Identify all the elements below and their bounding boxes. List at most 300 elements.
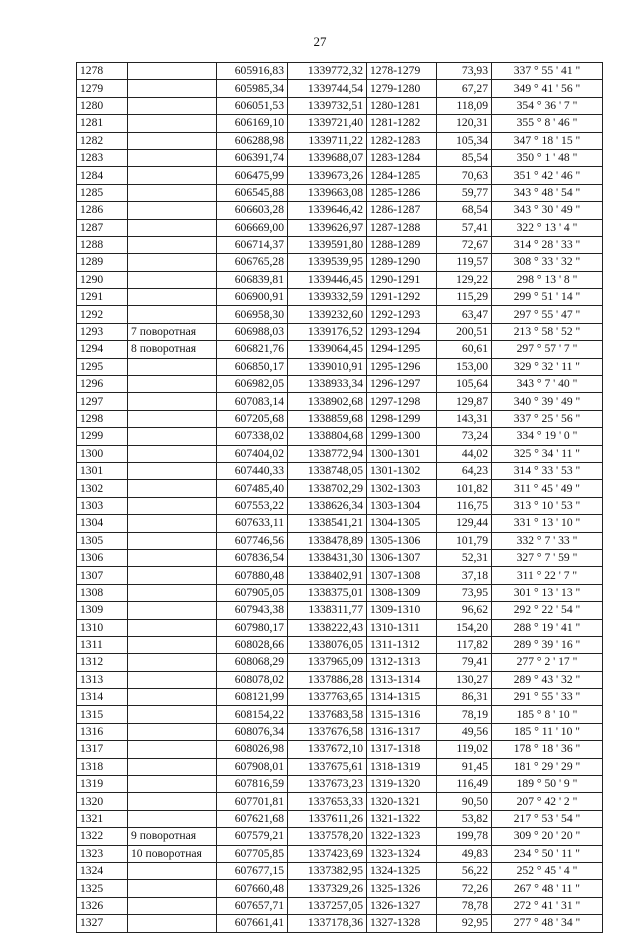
azimuth-cell: 347 ° 18 ' 15 " [492, 132, 603, 149]
length-cell: 154,20 [437, 619, 492, 636]
length-cell: 73,24 [437, 428, 492, 445]
segment-cell: 1278-1279 [367, 63, 437, 80]
segment-cell: 1279-1280 [367, 80, 437, 97]
table-row [77, 149, 603, 166]
azimuth-cell: 314 ° 33 ' 53 " [492, 462, 603, 479]
azimuth-cell: 343 ° 48 ' 54 " [492, 184, 603, 201]
point-number-cell: 1327 [77, 915, 128, 932]
table-row [77, 776, 603, 793]
point-type-cell [128, 915, 217, 932]
point-number-cell: 1282 [77, 132, 128, 149]
x-coordinate-cell: 606850,17 [217, 358, 288, 375]
table-row [77, 741, 603, 758]
segment-cell: 1297-1298 [367, 393, 437, 410]
azimuth-cell: 314 ° 28 ' 33 " [492, 236, 603, 253]
y-coordinate-cell: 1338311,77 [288, 602, 367, 619]
table-row [77, 445, 603, 462]
y-coordinate-cell: 1338859,68 [288, 410, 367, 427]
length-cell: 116,75 [437, 497, 492, 514]
azimuth-cell: 289 ° 43 ' 32 " [492, 671, 603, 688]
point-number-cell: 1303 [77, 497, 128, 514]
point-type-cell [128, 706, 217, 723]
table-row [77, 167, 603, 184]
table-row [77, 236, 603, 253]
y-coordinate-cell: 1339332,59 [288, 289, 367, 306]
length-cell: 129,87 [437, 393, 492, 410]
table-row [77, 80, 603, 97]
azimuth-cell: 337 ° 25 ' 56 " [492, 410, 603, 427]
x-coordinate-cell: 608026,98 [217, 741, 288, 758]
table-row [77, 619, 603, 636]
y-coordinate-cell: 1337257,05 [288, 897, 367, 914]
length-cell: 78,19 [437, 706, 492, 723]
y-coordinate-cell: 1338222,43 [288, 619, 367, 636]
x-coordinate-cell: 608068,29 [217, 654, 288, 671]
point-type-cell [128, 115, 217, 132]
x-coordinate-cell: 606839,81 [217, 271, 288, 288]
point-type-cell [128, 880, 217, 897]
point-number-cell: 1300 [77, 445, 128, 462]
point-number-cell: 1315 [77, 706, 128, 723]
table-row [77, 358, 603, 375]
point-type-cell [128, 636, 217, 653]
length-cell: 85,54 [437, 149, 492, 166]
table-row [77, 532, 603, 549]
length-cell: 64,23 [437, 462, 492, 479]
x-coordinate-cell: 608028,66 [217, 636, 288, 653]
point-number-cell: 1324 [77, 862, 128, 879]
point-type-cell [128, 602, 217, 619]
point-type-cell [128, 97, 217, 114]
point-type-cell [128, 497, 217, 514]
x-coordinate-cell: 606988,03 [217, 323, 288, 340]
y-coordinate-cell: 1339010,91 [288, 358, 367, 375]
point-number-cell: 1317 [77, 741, 128, 758]
y-coordinate-cell: 1339064,45 [288, 341, 367, 358]
point-type-cell [128, 810, 217, 827]
length-cell: 130,27 [437, 671, 492, 688]
point-number-cell: 1314 [77, 689, 128, 706]
length-cell: 199,78 [437, 828, 492, 845]
segment-cell: 1305-1306 [367, 532, 437, 549]
azimuth-cell: 331 ° 13 ' 10 " [492, 515, 603, 532]
azimuth-cell: 213 ° 58 ' 52 " [492, 323, 603, 340]
point-type-cell [128, 654, 217, 671]
x-coordinate-cell: 607746,56 [217, 532, 288, 549]
azimuth-cell: 291 ° 55 ' 33 " [492, 689, 603, 706]
azimuth-cell: 351 ° 42 ' 46 " [492, 167, 603, 184]
point-type-cell [128, 549, 217, 566]
point-type-cell [128, 741, 217, 758]
y-coordinate-cell: 1337578,20 [288, 828, 367, 845]
azimuth-cell: 181 ° 29 ' 29 " [492, 758, 603, 775]
table-row [77, 758, 603, 775]
y-coordinate-cell: 1337653,33 [288, 793, 367, 810]
azimuth-cell: 313 ° 10 ' 53 " [492, 497, 603, 514]
length-cell: 72,26 [437, 880, 492, 897]
point-type-cell: 10 поворотная [128, 845, 217, 862]
azimuth-cell: 309 ° 20 ' 20 " [492, 828, 603, 845]
table-row [77, 63, 603, 80]
azimuth-cell: 301 ° 13 ' 13 " [492, 584, 603, 601]
y-coordinate-cell: 1337672,10 [288, 741, 367, 758]
table-row [77, 723, 603, 740]
y-coordinate-cell: 1337178,36 [288, 915, 367, 932]
point-number-cell: 1313 [77, 671, 128, 688]
x-coordinate-cell: 606669,00 [217, 219, 288, 236]
segment-cell: 1299-1300 [367, 428, 437, 445]
point-type-cell: 7 поворотная [128, 323, 217, 340]
segment-cell: 1322-1323 [367, 828, 437, 845]
table-row [77, 376, 603, 393]
segment-cell: 1308-1309 [367, 584, 437, 601]
page-number: 27 [313, 34, 327, 49]
x-coordinate-cell: 607621,68 [217, 810, 288, 827]
azimuth-cell: 272 ° 41 ' 31 " [492, 897, 603, 914]
point-number-cell: 1325 [77, 880, 128, 897]
point-type-cell [128, 80, 217, 97]
segment-cell: 1316-1317 [367, 723, 437, 740]
point-number-cell: 1288 [77, 236, 128, 253]
length-cell: 119,02 [437, 741, 492, 758]
table-row [77, 410, 603, 427]
x-coordinate-cell: 607485,40 [217, 480, 288, 497]
length-cell: 68,54 [437, 202, 492, 219]
point-type-cell [128, 271, 217, 288]
length-cell: 73,95 [437, 584, 492, 601]
y-coordinate-cell: 1338702,29 [288, 480, 367, 497]
point-type-cell [128, 184, 217, 201]
y-coordinate-cell: 1338804,68 [288, 428, 367, 445]
segment-cell: 1325-1326 [367, 880, 437, 897]
y-coordinate-cell: 1339721,40 [288, 115, 367, 132]
length-cell: 119,57 [437, 254, 492, 271]
y-coordinate-cell: 1337763,65 [288, 689, 367, 706]
length-cell: 105,64 [437, 376, 492, 393]
table-row [77, 462, 603, 479]
length-cell: 72,67 [437, 236, 492, 253]
azimuth-cell: 288 ° 19 ' 41 " [492, 619, 603, 636]
point-number-cell: 1280 [77, 97, 128, 114]
azimuth-cell: 329 ° 32 ' 11 " [492, 358, 603, 375]
x-coordinate-cell: 608076,34 [217, 723, 288, 740]
table-row [77, 845, 603, 862]
y-coordinate-cell: 1338402,91 [288, 567, 367, 584]
table-row [77, 428, 603, 445]
length-cell: 59,77 [437, 184, 492, 201]
x-coordinate-cell: 608078,02 [217, 671, 288, 688]
segment-cell: 1327-1328 [367, 915, 437, 932]
table-row [77, 706, 603, 723]
table-row [77, 897, 603, 914]
x-coordinate-cell: 606765,28 [217, 254, 288, 271]
y-coordinate-cell: 1339539,95 [288, 254, 367, 271]
x-coordinate-cell: 606051,53 [217, 97, 288, 114]
x-coordinate-cell: 605916,83 [217, 63, 288, 80]
segment-cell: 1281-1282 [367, 115, 437, 132]
point-number-cell: 1299 [77, 428, 128, 445]
point-number-cell: 1279 [77, 80, 128, 97]
segment-cell: 1302-1303 [367, 480, 437, 497]
y-coordinate-cell: 1337676,58 [288, 723, 367, 740]
point-type-cell [128, 410, 217, 427]
azimuth-cell: 277 ° 48 ' 34 " [492, 915, 603, 932]
x-coordinate-cell: 608121,99 [217, 689, 288, 706]
table-row [77, 810, 603, 827]
point-number-cell: 1297 [77, 393, 128, 410]
length-cell: 96,62 [437, 602, 492, 619]
table-row [77, 793, 603, 810]
x-coordinate-cell: 607816,59 [217, 776, 288, 793]
length-cell: 73,93 [437, 63, 492, 80]
point-type-cell [128, 776, 217, 793]
azimuth-cell: 299 ° 51 ' 14 " [492, 289, 603, 306]
point-type-cell [128, 358, 217, 375]
x-coordinate-cell: 607083,14 [217, 393, 288, 410]
point-type-cell [128, 515, 217, 532]
point-number-cell: 1309 [77, 602, 128, 619]
y-coordinate-cell: 1339446,45 [288, 271, 367, 288]
x-coordinate-cell: 607677,15 [217, 862, 288, 879]
point-number-cell: 1285 [77, 184, 128, 201]
y-coordinate-cell: 1337423,69 [288, 845, 367, 862]
x-coordinate-cell: 607705,85 [217, 845, 288, 862]
segment-cell: 1321-1322 [367, 810, 437, 827]
point-type-cell [128, 462, 217, 479]
azimuth-cell: 343 ° 7 ' 40 " [492, 376, 603, 393]
table-row [77, 393, 603, 410]
point-number-cell: 1291 [77, 289, 128, 306]
x-coordinate-cell: 607701,81 [217, 793, 288, 810]
x-coordinate-cell: 607905,05 [217, 584, 288, 601]
segment-cell: 1314-1315 [367, 689, 437, 706]
segment-cell: 1295-1296 [367, 358, 437, 375]
length-cell: 60,61 [437, 341, 492, 358]
point-number-cell: 1321 [77, 810, 128, 827]
azimuth-cell: 252 ° 45 ' 4 " [492, 862, 603, 879]
point-number-cell: 1322 [77, 828, 128, 845]
segment-cell: 1304-1305 [367, 515, 437, 532]
segment-cell: 1296-1297 [367, 376, 437, 393]
length-cell: 86,31 [437, 689, 492, 706]
azimuth-cell: 311 ° 22 ' 7 " [492, 567, 603, 584]
x-coordinate-cell: 607338,02 [217, 428, 288, 445]
y-coordinate-cell: 1339688,07 [288, 149, 367, 166]
y-coordinate-cell: 1337675,61 [288, 758, 367, 775]
y-coordinate-cell: 1337886,28 [288, 671, 367, 688]
x-coordinate-cell: 607657,71 [217, 897, 288, 914]
point-type-cell [128, 306, 217, 323]
azimuth-cell: 332 ° 7 ' 33 " [492, 532, 603, 549]
length-cell: 117,82 [437, 636, 492, 653]
x-coordinate-cell: 605985,34 [217, 80, 288, 97]
azimuth-cell: 354 ° 36 ' 7 " [492, 97, 603, 114]
x-coordinate-cell: 606958,30 [217, 306, 288, 323]
segment-cell: 1298-1299 [367, 410, 437, 427]
point-type-cell [128, 393, 217, 410]
segment-cell: 1320-1321 [367, 793, 437, 810]
azimuth-cell: 327 ° 7 ' 59 " [492, 549, 603, 566]
length-cell: 70,63 [437, 167, 492, 184]
azimuth-cell: 334 ° 19 ' 0 " [492, 428, 603, 445]
table-row [77, 602, 603, 619]
point-number-cell: 1298 [77, 410, 128, 427]
segment-cell: 1315-1316 [367, 706, 437, 723]
x-coordinate-cell: 607836,54 [217, 549, 288, 566]
azimuth-cell: 207 ° 42 ' 2 " [492, 793, 603, 810]
y-coordinate-cell: 1339176,52 [288, 323, 367, 340]
point-type-cell [128, 167, 217, 184]
length-cell: 92,95 [437, 915, 492, 932]
x-coordinate-cell: 607660,48 [217, 880, 288, 897]
y-coordinate-cell: 1339663,08 [288, 184, 367, 201]
point-type-cell [128, 671, 217, 688]
point-number-cell: 1310 [77, 619, 128, 636]
y-coordinate-cell: 1338431,30 [288, 549, 367, 566]
table-row [77, 654, 603, 671]
table-row [77, 184, 603, 201]
point-number-cell: 1318 [77, 758, 128, 775]
x-coordinate-cell: 606982,05 [217, 376, 288, 393]
length-cell: 91,45 [437, 758, 492, 775]
point-type-cell [128, 132, 217, 149]
x-coordinate-cell: 607205,68 [217, 410, 288, 427]
x-coordinate-cell: 607980,17 [217, 619, 288, 636]
point-type-cell [128, 428, 217, 445]
point-type-cell [128, 254, 217, 271]
point-type-cell [128, 63, 217, 80]
y-coordinate-cell: 1338076,05 [288, 636, 367, 653]
y-coordinate-cell: 1339732,51 [288, 97, 367, 114]
point-number-cell: 1283 [77, 149, 128, 166]
x-coordinate-cell: 606603,28 [217, 202, 288, 219]
segment-cell: 1303-1304 [367, 497, 437, 514]
azimuth-cell: 178 ° 18 ' 36 " [492, 741, 603, 758]
length-cell: 118,09 [437, 97, 492, 114]
point-number-cell: 1307 [77, 567, 128, 584]
azimuth-cell: 289 ° 39 ' 16 " [492, 636, 603, 653]
coordinates-table [76, 62, 603, 933]
y-coordinate-cell: 1339646,42 [288, 202, 367, 219]
azimuth-cell: 297 ° 57 ' 7 " [492, 341, 603, 358]
y-coordinate-cell: 1337683,58 [288, 706, 367, 723]
table-row [77, 341, 603, 358]
segment-cell: 1292-1293 [367, 306, 437, 323]
point-type-cell [128, 149, 217, 166]
segment-cell: 1283-1284 [367, 149, 437, 166]
azimuth-cell: 322 ° 13 ' 4 " [492, 219, 603, 236]
azimuth-cell: 292 ° 22 ' 54 " [492, 602, 603, 619]
point-number-cell: 1293 [77, 323, 128, 340]
point-type-cell [128, 862, 217, 879]
segment-cell: 1293-1294 [367, 323, 437, 340]
length-cell: 105,34 [437, 132, 492, 149]
point-number-cell: 1296 [77, 376, 128, 393]
azimuth-cell: 277 ° 2 ' 17 " [492, 654, 603, 671]
table-row [77, 880, 603, 897]
y-coordinate-cell: 1339626,97 [288, 219, 367, 236]
length-cell: 52,31 [437, 549, 492, 566]
table-row [77, 671, 603, 688]
length-cell: 57,41 [437, 219, 492, 236]
coordinates-table-body [77, 63, 603, 933]
table-row [77, 497, 603, 514]
y-coordinate-cell: 1339591,80 [288, 236, 367, 253]
table-row [77, 306, 603, 323]
point-number-cell: 1311 [77, 636, 128, 653]
point-type-cell [128, 202, 217, 219]
table-row [77, 219, 603, 236]
point-number-cell: 1301 [77, 462, 128, 479]
x-coordinate-cell: 608154,22 [217, 706, 288, 723]
x-coordinate-cell: 607908,01 [217, 758, 288, 775]
point-number-cell: 1308 [77, 584, 128, 601]
y-coordinate-cell: 1337965,09 [288, 654, 367, 671]
y-coordinate-cell: 1339673,26 [288, 167, 367, 184]
point-number-cell: 1302 [77, 480, 128, 497]
point-number-cell: 1305 [77, 532, 128, 549]
point-type-cell: 8 поворотная [128, 341, 217, 358]
length-cell: 129,22 [437, 271, 492, 288]
point-type-cell [128, 236, 217, 253]
segment-cell: 1310-1311 [367, 619, 437, 636]
segment-cell: 1284-1285 [367, 167, 437, 184]
table-row [77, 515, 603, 532]
y-coordinate-cell: 1338748,05 [288, 462, 367, 479]
azimuth-cell: 343 ° 30 ' 49 " [492, 202, 603, 219]
point-number-cell: 1290 [77, 271, 128, 288]
point-number-cell: 1320 [77, 793, 128, 810]
y-coordinate-cell: 1338626,34 [288, 497, 367, 514]
azimuth-cell: 308 ° 33 ' 32 " [492, 254, 603, 271]
azimuth-cell: 267 ° 48 ' 11 " [492, 880, 603, 897]
length-cell: 143,31 [437, 410, 492, 427]
point-type-cell [128, 376, 217, 393]
segment-cell: 1318-1319 [367, 758, 437, 775]
table-row [77, 271, 603, 288]
segment-cell: 1290-1291 [367, 271, 437, 288]
table-row [77, 115, 603, 132]
length-cell: 90,50 [437, 793, 492, 810]
point-number-cell: 1284 [77, 167, 128, 184]
segment-cell: 1282-1283 [367, 132, 437, 149]
table-row [77, 289, 603, 306]
x-coordinate-cell: 607880,48 [217, 567, 288, 584]
segment-cell: 1291-1292 [367, 289, 437, 306]
table-row [77, 323, 603, 340]
segment-cell: 1313-1314 [367, 671, 437, 688]
table-row [77, 828, 603, 845]
point-number-cell: 1289 [77, 254, 128, 271]
y-coordinate-cell: 1339232,60 [288, 306, 367, 323]
point-number-cell: 1278 [77, 63, 128, 80]
table-row [77, 132, 603, 149]
table-row [77, 915, 603, 932]
table-row [77, 254, 603, 271]
length-cell: 116,49 [437, 776, 492, 793]
segment-cell: 1319-1320 [367, 776, 437, 793]
length-cell: 115,29 [437, 289, 492, 306]
length-cell: 63,47 [437, 306, 492, 323]
y-coordinate-cell: 1338375,01 [288, 584, 367, 601]
table-row [77, 202, 603, 219]
azimuth-cell: 234 ° 50 ' 11 " [492, 845, 603, 862]
length-cell: 101,82 [437, 480, 492, 497]
point-type-cell [128, 480, 217, 497]
point-number-cell: 1306 [77, 549, 128, 566]
length-cell: 49,83 [437, 845, 492, 862]
x-coordinate-cell: 607661,41 [217, 915, 288, 932]
